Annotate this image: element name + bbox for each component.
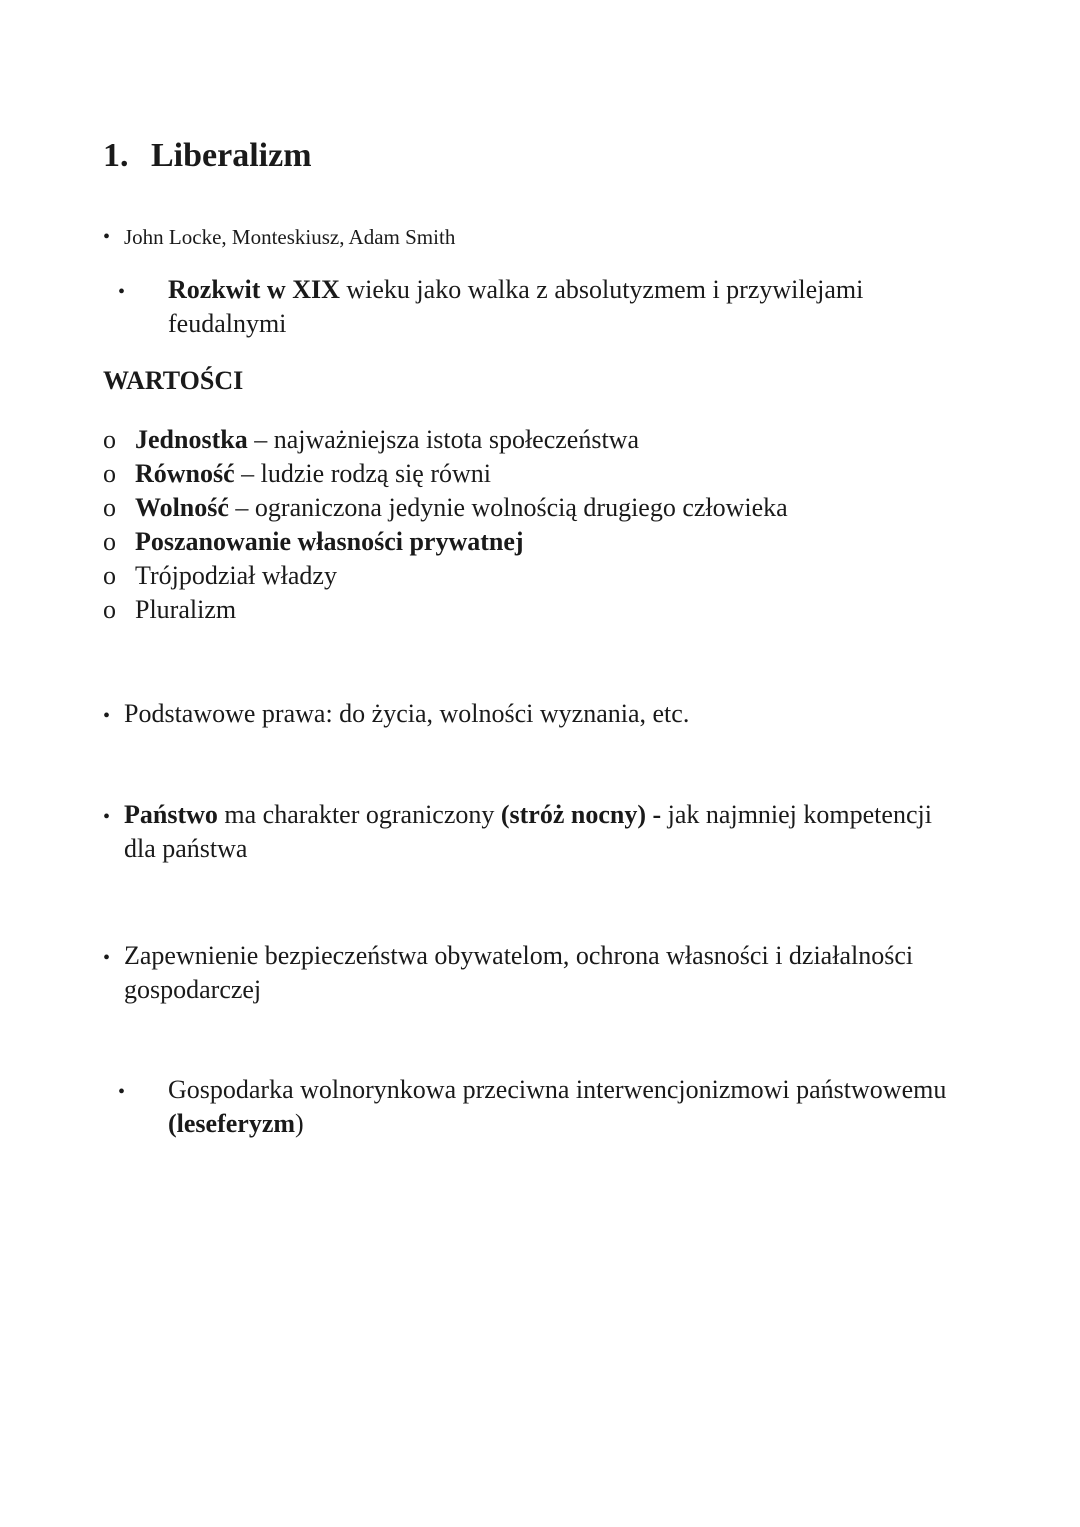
value-term: Równość (135, 459, 235, 488)
economy-text (168, 1073, 1018, 1141)
section-title-text: Liberalizm (151, 137, 312, 174)
rights-text: Podstawowe prawa: do życia, wolności wyznania, etc. (124, 699, 690, 728)
circle-bullet-icon: o (103, 561, 116, 590)
bullet-icon: • (118, 1081, 126, 1103)
circle-bullet-icon: o (103, 459, 116, 488)
economy-item (118, 1073, 1018, 1141)
economy-line1: Gospodarka wolnorynkowa przeciwna interwencjonizmowi państwowemu (168, 1075, 947, 1104)
state-desc2: jak najmniej kompetencji (661, 800, 932, 829)
state-text (124, 798, 983, 866)
state-line2: dla państwa (124, 834, 248, 863)
value-desc: Pluralizm (135, 595, 237, 624)
value-term: Wolność (135, 493, 229, 522)
bullet-icon: • (103, 806, 111, 828)
rozkwit-rest: wieku jako walka z absolutyzmem i przywilejami (339, 275, 864, 304)
value-desc: Trójpodział władzy (135, 561, 337, 590)
value-term: Poszanowanie własności prywatnej (135, 527, 524, 556)
security-text (124, 939, 983, 1007)
value-desc: – najważniejsza istota społeczeństwa (247, 425, 639, 454)
rozkwit-text (168, 273, 978, 341)
security-line1: Zapewnienie bezpieczeństwa obywatelom, ochrona własności i działalności (124, 941, 914, 970)
section-title (103, 134, 312, 178)
state-term2: (stróż nocny) - (500, 800, 662, 829)
rozkwit-bold: Rozkwit w XIX (168, 275, 340, 304)
economy-close: ) (295, 1109, 304, 1138)
state-item (103, 798, 983, 866)
values-heading: WARTOŚCI (103, 366, 244, 395)
security-item (103, 939, 983, 1007)
rozkwit-line2: feudalnymi (168, 309, 287, 338)
security-line2: gospodarczej (124, 975, 262, 1004)
section-number: 1. (103, 137, 129, 174)
circle-bullet-icon: o (103, 493, 116, 522)
state-term: Państwo (124, 800, 218, 829)
bullet-icon: • (103, 226, 111, 248)
authors-text: John Locke, Monteskiusz, Adam Smith (124, 225, 456, 249)
circle-bullet-icon: o (103, 425, 116, 454)
bullet-icon: • (118, 281, 126, 303)
value-term: Jednostka (135, 425, 248, 454)
economy-term: (leseferyzm (168, 1109, 296, 1138)
value-desc: – ludzie rodzą się równi (234, 459, 491, 488)
value-desc: – ograniczona jedynie wolnością drugiego człowieka (228, 493, 788, 522)
circle-bullet-icon: o (103, 527, 116, 556)
state-desc: ma charakter ograniczony (217, 800, 501, 829)
rozkwit-item (118, 273, 978, 341)
bullet-icon: • (103, 947, 111, 969)
bullet-icon: • (103, 705, 111, 727)
circle-bullet-icon: o (103, 595, 116, 624)
